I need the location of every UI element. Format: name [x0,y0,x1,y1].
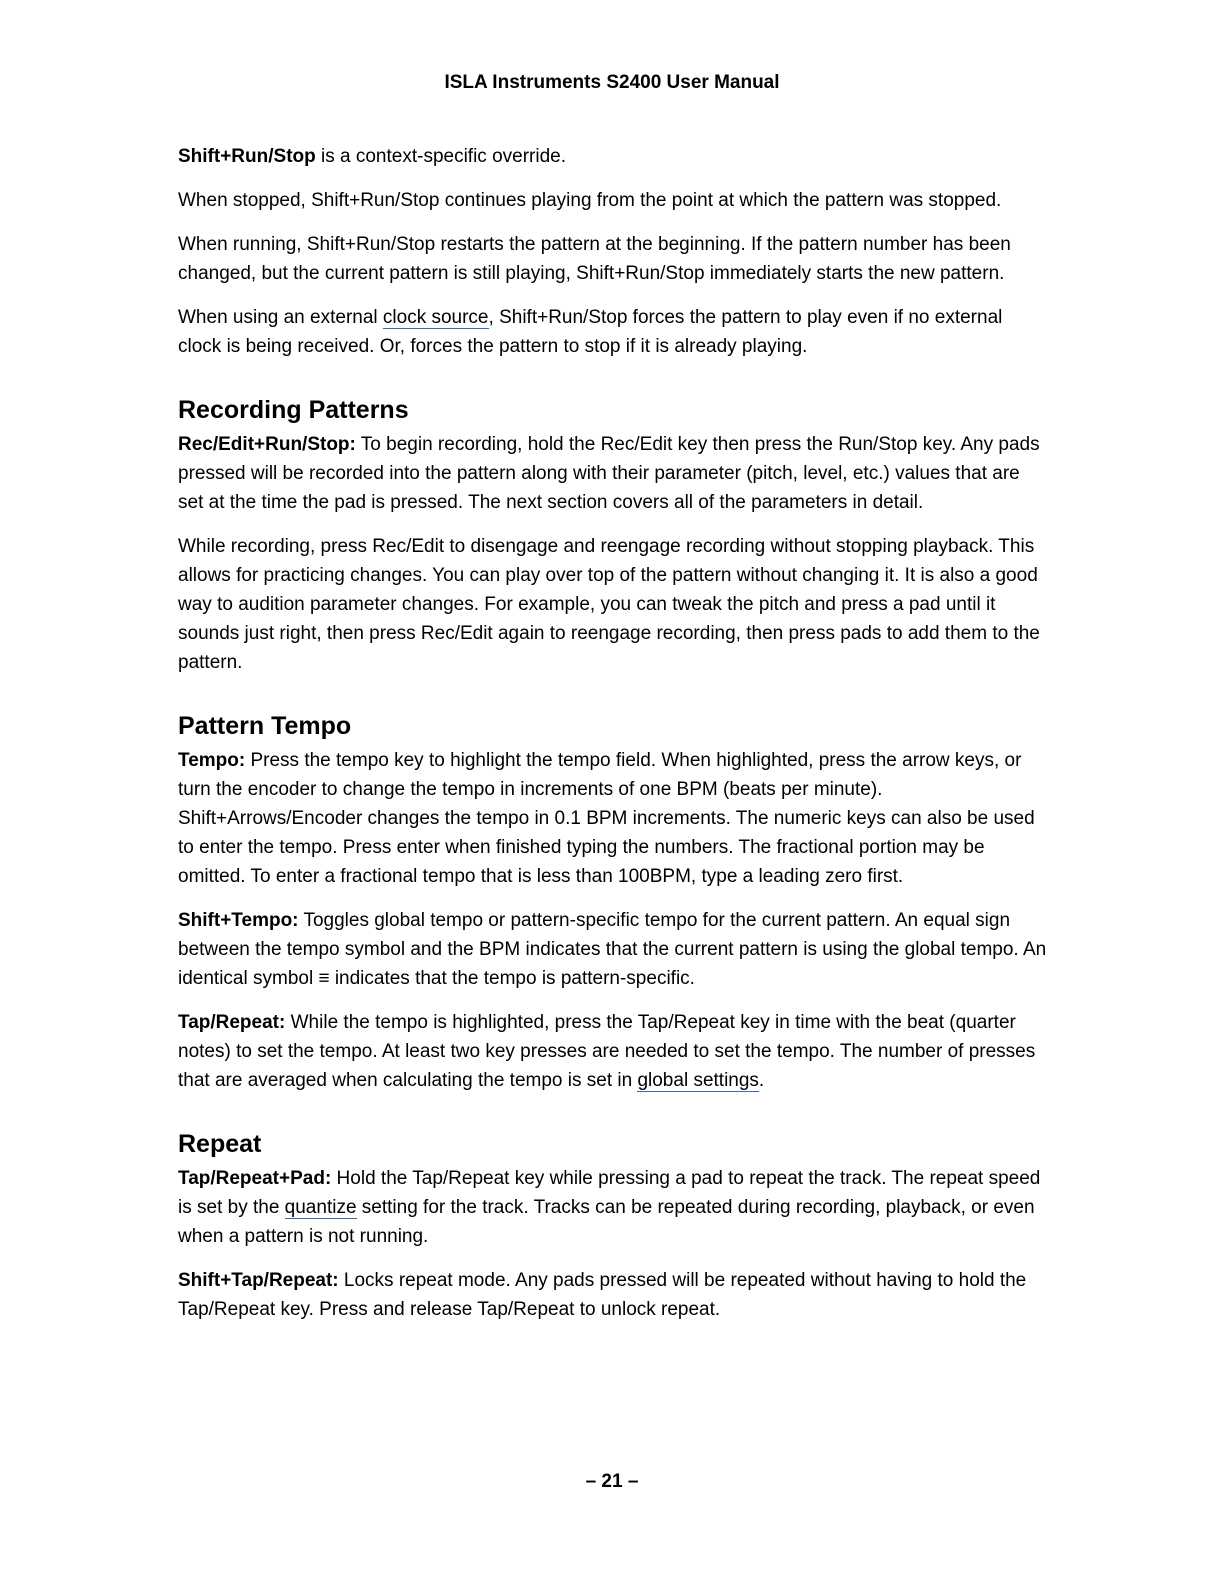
paragraph: Shift+Tempo: Toggles global tempo or pattern-specific tempo for the current pattern. An equal sign between the tempo symbol and the BPM indicates that the current pattern is using the global tempo. An identical symbol ≡ indicates that the tempo is pattern-specific. [178,910,1047,989]
section-heading-repeat: Repeat [178,1130,262,1158]
page-number: – 21 – [585,1471,639,1492]
clock-source-link[interactable]: clock source [382,307,489,328]
bold-term: Shift+Tempo: [178,910,299,931]
bold-term: Tap/Repeat: [178,1012,286,1033]
bold-term: Tempo: [178,750,246,771]
paragraph: Tap/Repeat+Pad: Hold the Tap/Repeat key while pressing a pad to repeat the track. The repeat speed is set by the quantize setting for the track. Tracks can be repeated during recording, playback, or even when a pattern is not running. [178,1168,1041,1247]
bold-term: Tap/Repeat+Pad: [178,1168,332,1189]
paragraph: Tempo: Press the tempo key to highlight the tempo field. When highlighted, press the arrow keys, or turn the encoder to change the tempo in increments of one BPM (beats per minute). Shift+Arrows/Encoder changes the tempo in 0.1 BPM increments. The numeric keys can also be used to enter the tempo. Press enter when finished typing the numbers. The fractional portion may be omitted. To enter a fractional tempo that is less than 100BPM, type a leading zero first. [178,750,1035,887]
paragraph: When using an external clock source, Shift+Run/Stop forces the pattern to play even if no external clock is being received. Or, forces the pattern to stop if it is already playing. [178,307,1003,357]
bold-term: Rec/Edit+Run/Stop: [178,434,356,455]
paragraph: Tap/Repeat: While the tempo is highlighted, press the Tap/Repeat key in time with the beat (quarter notes) to set the tempo. At least two key presses are needed to set the tempo. The number of presses that are averaged when calculating the tempo is set in global settings. [178,1012,1036,1091]
page-content [178,142,1048,1339]
paragraph: Shift+Tap/Repeat: Locks repeat mode. Any pads pressed will be repeated without having to hold the Tap/Repeat key. Press and release Tap/Repeat to unlock repeat. [178,1270,1027,1320]
page-header: ISLA Instruments S2400 User Manual [444,72,780,93]
paragraph: When running, Shift+Run/Stop restarts the pattern at the beginning. If the pattern number has been changed, but the current pattern is still playing, Shift+Run/Stop immediately starts the new pattern. [178,234,1011,284]
paragraph: Rec/Edit+Run/Stop: To begin recording, hold the Rec/Edit key then press the Run/Stop key. Any pads pressed will be recorded into the pattern along with their parameter (pitch, level, etc.) values that are set at the time the pad is pressed. The next section covers all of the parameters in detail. [178,434,1040,513]
quantize-link[interactable]: quantize [284,1197,357,1218]
bold-term: Shift+Run/Stop [178,146,316,167]
section-heading-recording: Recording Patterns [178,396,409,424]
section-heading-tempo: Pattern Tempo [178,712,352,740]
global-settings-link[interactable]: global settings [637,1070,759,1091]
paragraph: Shift+Run/Stop is a context-specific override. [178,146,566,167]
paragraph: While recording, press Rec/Edit to disengage and reengage recording without stopping playback. This allows for practicing changes. You can play over top of the pattern without changing it. It is also a good way to audition parameter changes. For example, you can tweak the pitch and press a pad until it sounds just right, then press Rec/Edit again to reengage recording, then press pads to add them to the pattern. [178,536,1040,673]
bold-term: Shift+Tap/Repeat: [178,1270,339,1291]
paragraph: When stopped, Shift+Run/Stop continues playing from the point at which the pattern was stopped. [178,190,1002,211]
